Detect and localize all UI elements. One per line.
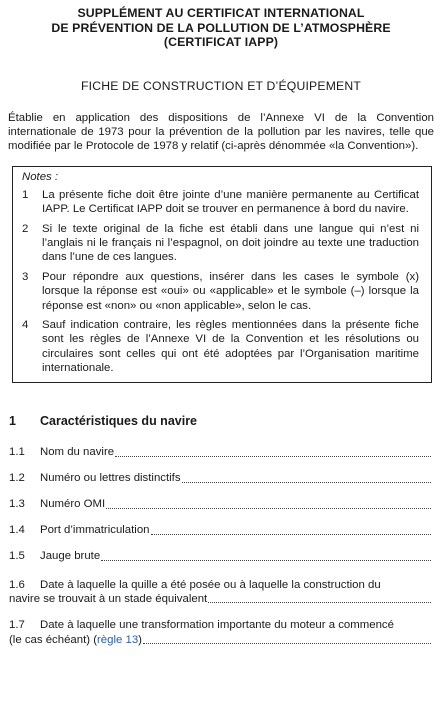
field-number: 1.2	[9, 472, 25, 485]
field-line	[9, 618, 431, 632]
field-number: 1.6	[9, 578, 25, 591]
field-line	[9, 633, 431, 647]
field-port-of-registry	[9, 512, 431, 538]
field-number: 1.4	[9, 524, 25, 537]
note-text: Sauf indication contraire, les règles mentionnées dans la présente fiche sont les règles de l’Annexe VI de la Convention et les résolutions ou circulaires sont celles qui ont été adoptées par l’Organisation maritime internationale.	[42, 318, 419, 375]
notes-box	[12, 166, 432, 383]
note-text: Pour répondre aux questions, insérer dans les cases le symbole (x) lorsque la réponse est «oui» ou «applicable» et le symbole (–) lorsque la réponse est «non» ou «non applicable», selon le cas.	[42, 270, 419, 312]
note-item	[22, 188, 419, 217]
field-label: navire se trouvait à un stade équivalent	[9, 593, 208, 605]
field-line	[9, 578, 431, 592]
field-keel-laid-date	[9, 578, 431, 607]
regulation-link[interactable]: règle 13	[97, 633, 139, 646]
note-item	[22, 222, 419, 265]
field-engine-conversion-date	[9, 618, 431, 647]
fill-in-line[interactable]	[101, 559, 431, 561]
field-label: Nom du navire	[40, 446, 115, 459]
section-heading	[9, 414, 442, 428]
note-number: 1	[22, 188, 29, 201]
field-label: Date à laquelle une transformation importante du moteur a commencé	[40, 619, 394, 632]
section-number: 1	[9, 413, 16, 428]
field-label-text: (le cas échéant) (	[9, 633, 97, 646]
field-number: 1.1	[9, 446, 25, 459]
field-number: 1.5	[9, 550, 25, 563]
title-line-1: SUPPLÉMENT AU CERTIFICAT INTERNATIONAL	[77, 6, 365, 20]
document-subtitle: FICHE DE CONSTRUCTION ET D’ÉQUIPEMENT	[80, 78, 362, 93]
field-list	[0, 434, 442, 564]
note-item	[22, 270, 419, 313]
field-imo-number	[9, 486, 431, 512]
note-number: 4	[22, 318, 29, 331]
field-label: Jauge brute	[40, 550, 101, 563]
intro-paragraph: Établie en application des dispositions de l’Annexe VI de la Convention internationale de 1973 pour la prévention de la pollution par les navires, telle que modifiée par le Protocole de 1978 y relatif (ci-après dénommée «la Convention»).	[8, 111, 434, 153]
note-item	[22, 318, 419, 376]
fill-in-line[interactable]	[182, 481, 431, 483]
note-text: Si le texte original de la fiche est établi dans une langue qui n’est ni l’anglais ni le français ni l’espagnol, on doit joindre au texte une traduction dans l’une de ces langues.	[42, 222, 419, 264]
field-label-text: )	[138, 633, 142, 646]
note-text: La présente fiche doit être jointe d’une manière permanente au Certificat IAPP. Le Certificat IAPP doit se trouver en permanence à bord du navire.	[42, 188, 419, 216]
fill-in-line[interactable]	[143, 642, 431, 644]
fill-in-line[interactable]	[151, 533, 431, 535]
fill-in-line[interactable]	[106, 507, 431, 509]
title-line-3: (CERTIFICAT IAPP)	[163, 35, 279, 49]
field-label	[9, 633, 142, 647]
field-distinctive-number	[9, 460, 431, 486]
field-label: Numéro ou lettres distinctifs	[40, 472, 181, 485]
field-ship-name	[9, 434, 431, 460]
section-title: Caractéristiques du navire	[40, 413, 198, 428]
note-number: 3	[22, 270, 29, 283]
field-gross-tonnage	[9, 538, 431, 564]
fill-in-line[interactable]	[208, 601, 431, 603]
field-number: 1.7	[9, 619, 25, 632]
field-label: Numéro OMI	[40, 498, 106, 511]
notes-title: Notes :	[22, 170, 59, 183]
field-number: 1.3	[9, 498, 25, 511]
title-line-2: DE PRÉVENTION DE LA POLLUTION DE L’ATMOSPHÈRE	[51, 20, 391, 35]
field-label: Date à laquelle la quille a été posée ou à laquelle la construction du	[40, 578, 381, 591]
field-label: Port d’immatriculation	[40, 524, 150, 537]
note-number: 2	[22, 222, 29, 235]
field-line	[9, 592, 431, 606]
fill-in-line[interactable]	[115, 455, 431, 457]
document-title	[14, 6, 428, 50]
